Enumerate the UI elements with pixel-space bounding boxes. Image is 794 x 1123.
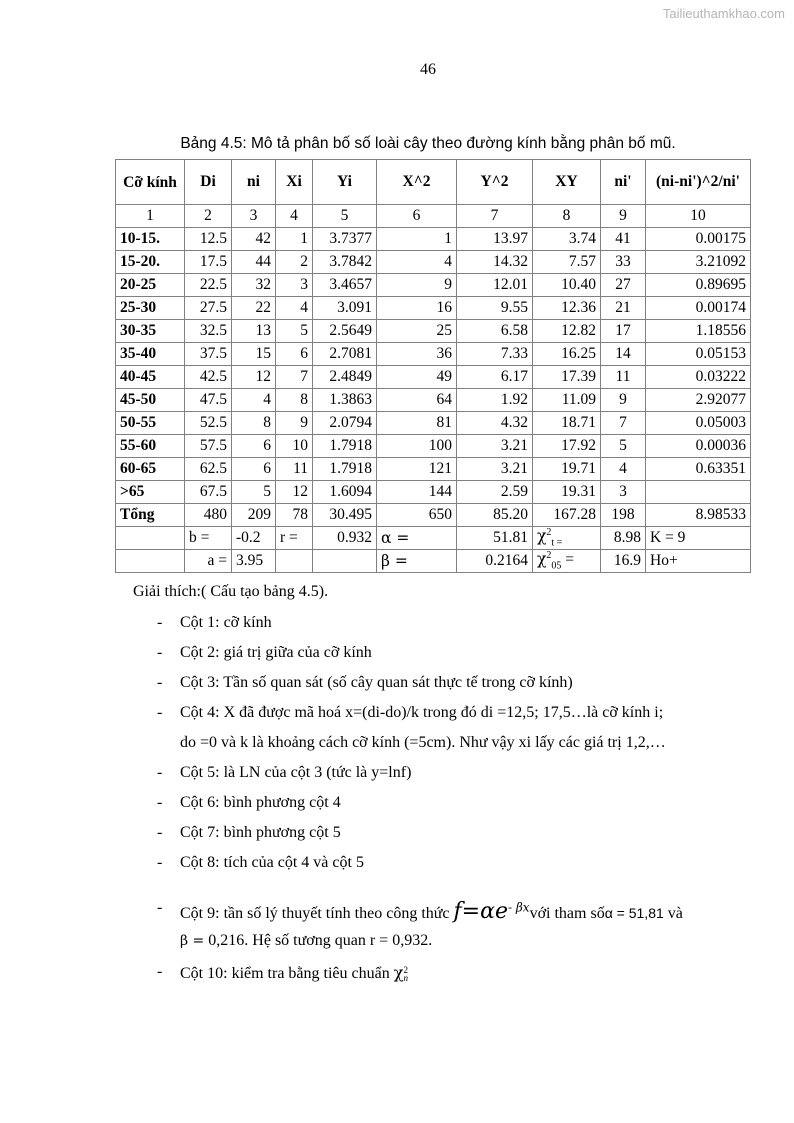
table-row — [116, 458, 751, 481]
k-value: K = 9 — [646, 527, 751, 550]
table-cell: 1.7918 — [313, 435, 377, 458]
table-row — [116, 412, 751, 435]
data-table — [115, 159, 751, 573]
table-cell: 3.74 — [533, 228, 601, 251]
table-cell: 2.0794 — [313, 412, 377, 435]
table-cell: 9.55 — [457, 297, 533, 320]
chi-symbol: χ — [537, 550, 547, 569]
table-cell: 44 — [232, 251, 276, 274]
table-cell: 13.97 — [457, 228, 533, 251]
table-cell: 0.63351 — [646, 458, 751, 481]
chi-t-value: 8.98 — [601, 527, 646, 550]
table-cell: 33 — [601, 251, 646, 274]
b-value: -0.2 — [232, 527, 276, 550]
table-cell: 0.89695 — [646, 274, 751, 297]
chi-script — [403, 966, 408, 982]
column-index-cell: 5 — [313, 205, 377, 228]
header-cell: Cỡ kính — [116, 160, 185, 205]
table-cell: 2.4849 — [313, 366, 377, 389]
table-cell: 17 — [601, 320, 646, 343]
table-cell: 1 — [377, 228, 457, 251]
table-cell: 36 — [377, 343, 457, 366]
b-label: b = — [185, 527, 232, 550]
table-cell: 25 — [377, 320, 457, 343]
empty-cell — [313, 550, 377, 573]
table-cell: 32 — [232, 274, 276, 297]
beta-label: β = — [377, 550, 457, 573]
table-cell: 25-30 — [116, 297, 185, 320]
table-cell: 9 — [601, 389, 646, 412]
explanation-intro: Giải thích:( Cấu tạo bảng 4.5). — [133, 583, 329, 600]
table-cell: 6 — [232, 435, 276, 458]
list-item: Cột 2: giá trị giữa của cỡ kính — [180, 644, 372, 661]
table-cell: 14.32 — [457, 251, 533, 274]
table-cell: 10.40 — [533, 274, 601, 297]
list-dash: - — [157, 614, 163, 631]
stats-row-1 — [116, 527, 751, 550]
total-cell: Tổng — [116, 504, 185, 527]
table-cell: 19.71 — [533, 458, 601, 481]
table-row — [116, 251, 751, 274]
table-cell: 6.17 — [457, 366, 533, 389]
column-index-cell: 8 — [533, 205, 601, 228]
item-text: Cột 9: tần số lý thuyết tính theo công thức — [180, 905, 450, 922]
table-cell: 9 — [276, 412, 313, 435]
table-cell: 3 — [601, 481, 646, 504]
table-cell: 4 — [232, 389, 276, 412]
table-cell: 27 — [601, 274, 646, 297]
table-cell: 57.5 — [185, 435, 232, 458]
column-index-cell: 3 — [232, 205, 276, 228]
list-dash: - — [157, 824, 163, 841]
table-cell: 3.4657 — [313, 274, 377, 297]
table-cell: 0.05153 — [646, 343, 751, 366]
header-cell: XY — [533, 160, 601, 205]
table-cell: 0.00174 — [646, 297, 751, 320]
table-cell: 11 — [276, 458, 313, 481]
total-cell: 480 — [185, 504, 232, 527]
list-item-continuation — [180, 932, 432, 950]
table-row — [116, 435, 751, 458]
chi-eq: = — [561, 551, 575, 569]
table-cell: 7.33 — [457, 343, 533, 366]
header-cell: Yi — [313, 160, 377, 205]
table-cell: 16 — [377, 297, 457, 320]
table-cell: 12.01 — [457, 274, 533, 297]
table-cell: 17.92 — [533, 435, 601, 458]
total-cell: 8.98533 — [646, 504, 751, 527]
table-cell: 4 — [377, 251, 457, 274]
table-cell: 144 — [377, 481, 457, 504]
table-cell: 1.6094 — [313, 481, 377, 504]
column-index-cell: 4 — [276, 205, 313, 228]
list-dash: - — [157, 674, 163, 691]
table-cell: 8 — [276, 389, 313, 412]
header-cell: Di — [185, 160, 232, 205]
list-item: Cột 6: bình phương cột 4 — [180, 794, 341, 811]
list-dash: - — [157, 963, 163, 980]
table-row — [116, 274, 751, 297]
list-dash: - — [157, 854, 163, 871]
table-cell: 42 — [232, 228, 276, 251]
list-item-continuation: do =0 và k là khoảng cách cỡ kính (=5cm). Như vậy xi lấy các giá trị 1,2,… — [180, 734, 666, 751]
chi-05-value: 16.9 — [601, 550, 646, 573]
table-cell: 16.25 — [533, 343, 601, 366]
item-text: 0,216. Hệ số tương quan r = 0,932. — [208, 932, 433, 949]
table-cell: 1.18556 — [646, 320, 751, 343]
table-cell: 47.5 — [185, 389, 232, 412]
chi-sup: 2 — [546, 527, 552, 539]
table-cell: 10-15. — [116, 228, 185, 251]
table-row — [116, 389, 751, 412]
column-index-cell: 1 — [116, 205, 185, 228]
total-cell: 198 — [601, 504, 646, 527]
table-cell: 11 — [601, 366, 646, 389]
table-cell: 4.32 — [457, 412, 533, 435]
table-cell: 0.00036 — [646, 435, 751, 458]
header-row — [116, 160, 751, 205]
a-label: a = — [185, 550, 232, 573]
item-text: với tham số — [529, 905, 605, 922]
table-cell: 8 — [232, 412, 276, 435]
table-cell: 121 — [377, 458, 457, 481]
table-cell: 50-55 — [116, 412, 185, 435]
total-cell: 167.28 — [533, 504, 601, 527]
table-cell: 81 — [377, 412, 457, 435]
column-index-cell: 7 — [457, 205, 533, 228]
column-index-row — [116, 205, 751, 228]
table-cell: 21 — [601, 297, 646, 320]
table-cell: 5 — [601, 435, 646, 458]
stats-row-2 — [116, 550, 751, 573]
table-cell: 35-40 — [116, 343, 185, 366]
table-row — [116, 481, 751, 504]
table-cell: 5 — [276, 320, 313, 343]
table-cell: 3.21 — [457, 435, 533, 458]
table-cell: 27.5 — [185, 297, 232, 320]
table-cell — [646, 481, 751, 504]
chi-sup: 2 — [403, 965, 408, 976]
table-cell: 22 — [232, 297, 276, 320]
table-cell: 11.09 — [533, 389, 601, 412]
column-index-cell: 2 — [185, 205, 232, 228]
table-cell: 4 — [601, 458, 646, 481]
table-cell: 100 — [377, 435, 457, 458]
table-cell: 30-35 — [116, 320, 185, 343]
table-cell: 6 — [232, 458, 276, 481]
table-cell: 0.03222 — [646, 366, 751, 389]
list-dash: - — [157, 764, 163, 781]
table-cell: 17.39 — [533, 366, 601, 389]
table-cell: 10 — [276, 435, 313, 458]
beta-value: 0.2164 — [457, 550, 533, 573]
table-cell: 2.7081 — [313, 343, 377, 366]
page-number: 46 — [420, 61, 436, 78]
list-item: Cột 3: Tần số quan sát (số cây quan sát thực tế trong cỡ kính) — [180, 674, 573, 691]
table-cell: 2.92077 — [646, 389, 751, 412]
table-cell: 12.36 — [533, 297, 601, 320]
table-cell: 3.7842 — [313, 251, 377, 274]
list-item: Cột 1: cỡ kính — [180, 614, 272, 631]
table-row — [116, 320, 751, 343]
table-cell: 18.71 — [533, 412, 601, 435]
table-cell: 40-45 — [116, 366, 185, 389]
table-cell: 12 — [232, 366, 276, 389]
table-cell: 7 — [276, 366, 313, 389]
empty-cell — [116, 527, 185, 550]
chi-t-label — [533, 527, 601, 550]
total-cell: 650 — [377, 504, 457, 527]
table-cell: 2.5649 — [313, 320, 377, 343]
chi-sub: n — [403, 973, 408, 984]
table-cell: 0.05003 — [646, 412, 751, 435]
alpha-param: α = 51,81 — [604, 905, 664, 921]
list-item: Cột 5: là LN của cột 3 (tức là y=lnf) — [180, 764, 412, 781]
empty-cell — [116, 550, 185, 573]
chi-sub: 05 — [551, 560, 562, 572]
header-cell: Xi — [276, 160, 313, 205]
total-cell: 209 — [232, 504, 276, 527]
table-cell: 1.3863 — [313, 389, 377, 412]
table-cell: 55-60 — [116, 435, 185, 458]
table-cell: 3.21 — [457, 458, 533, 481]
item-text: và — [667, 905, 683, 922]
table-cell: 3.091 — [313, 297, 377, 320]
table-cell: 15 — [232, 343, 276, 366]
table-cell: 12.82 — [533, 320, 601, 343]
formula-exponent: - βx — [507, 900, 530, 915]
column-index-cell: 9 — [601, 205, 646, 228]
column-index-cell: 6 — [377, 205, 457, 228]
beta-param: β = — [180, 933, 205, 949]
table-cell: 20-25 — [116, 274, 185, 297]
table-cell: 5 — [232, 481, 276, 504]
table-cell: 22.5 — [185, 274, 232, 297]
table-cell: 60-65 — [116, 458, 185, 481]
table-cell: 12.5 — [185, 228, 232, 251]
table-cell: 0.00175 — [646, 228, 751, 251]
table-row — [116, 228, 751, 251]
table-cell: 1 — [276, 228, 313, 251]
table-caption: Bảng 4.5: Mô tả phân bố số loài cây theo đường kính bằng phân bố mũ. — [180, 135, 676, 152]
item-text: Cột 10: kiểm tra bằng tiêu chuẩn — [180, 965, 390, 982]
r-label: r = — [276, 527, 313, 550]
total-row — [116, 504, 751, 527]
table-cell: 37.5 — [185, 343, 232, 366]
table-cell: 12 — [276, 481, 313, 504]
chi-05-label — [533, 550, 601, 573]
table-cell: 17.5 — [185, 251, 232, 274]
total-cell: 85.20 — [457, 504, 533, 527]
table-cell: 13 — [232, 320, 276, 343]
table-row — [116, 297, 751, 320]
table-cell: 4 — [276, 297, 313, 320]
header-cell: X^2 — [377, 160, 457, 205]
table-cell: 32.5 — [185, 320, 232, 343]
list-item — [180, 899, 683, 924]
table-cell: 9 — [377, 274, 457, 297]
table-cell: 6.58 — [457, 320, 533, 343]
chi-symbol: χ — [537, 527, 547, 546]
table-cell: 62.5 — [185, 458, 232, 481]
table-cell: 15-20. — [116, 251, 185, 274]
table-cell: 52.5 — [185, 412, 232, 435]
column-index-cell: 10 — [646, 205, 751, 228]
table-cell: 14 — [601, 343, 646, 366]
table-cell: 1.7918 — [313, 458, 377, 481]
header-cell: ni' — [601, 160, 646, 205]
table-cell: 49 — [377, 366, 457, 389]
table-cell: 3.21092 — [646, 251, 751, 274]
list-dash: - — [157, 644, 163, 661]
header-cell: ni — [232, 160, 276, 205]
table-cell: 1.92 — [457, 389, 533, 412]
table-cell: 3 — [276, 274, 313, 297]
formula: f=αe — [453, 899, 508, 924]
chi-sub: t = — [551, 537, 563, 549]
a-value: 3.95 — [232, 550, 276, 573]
ho-value: Ho+ — [646, 550, 751, 573]
chi-symbol: χ — [393, 963, 404, 982]
list-item: Cột 7: bình phương cột 5 — [180, 824, 341, 841]
table-row — [116, 366, 751, 389]
table-cell: 2 — [276, 251, 313, 274]
table-cell: 2.59 — [457, 481, 533, 504]
table-row — [116, 343, 751, 366]
table-cell: 7.57 — [533, 251, 601, 274]
alpha-value: 51.81 — [457, 527, 533, 550]
header-cell: (ni-ni')^2/ni' — [646, 160, 751, 205]
table-cell: 41 — [601, 228, 646, 251]
table-cell: 19.31 — [533, 481, 601, 504]
table-cell: >65 — [116, 481, 185, 504]
table-cell: 45-50 — [116, 389, 185, 412]
list-dash: - — [157, 704, 163, 721]
list-item: Cột 4: X đã được mã hoá x=(di-do)/k trong đó di =12,5; 17,5…là cỡ kính i; — [180, 704, 664, 721]
table-cell: 3.7377 — [313, 228, 377, 251]
table-cell: 42.5 — [185, 366, 232, 389]
total-cell: 78 — [276, 504, 313, 527]
list-item: Cột 8: tích của cột 4 và cột 5 — [180, 854, 364, 871]
total-cell: 30.495 — [313, 504, 377, 527]
list-item — [180, 963, 408, 983]
table-cell: 64 — [377, 389, 457, 412]
r-value: 0.932 — [313, 527, 377, 550]
table-cell: 67.5 — [185, 481, 232, 504]
list-dash: - — [157, 899, 163, 916]
table-cell: 6 — [276, 343, 313, 366]
chi-sup: 2 — [546, 550, 552, 562]
list-dash: - — [157, 794, 163, 811]
table-cell: 7 — [601, 412, 646, 435]
empty-cell — [276, 550, 313, 573]
watermark: Tailieuthamkhao.com — [662, 6, 785, 21]
header-cell: Y^2 — [457, 160, 533, 205]
alpha-label: α = — [377, 527, 457, 550]
